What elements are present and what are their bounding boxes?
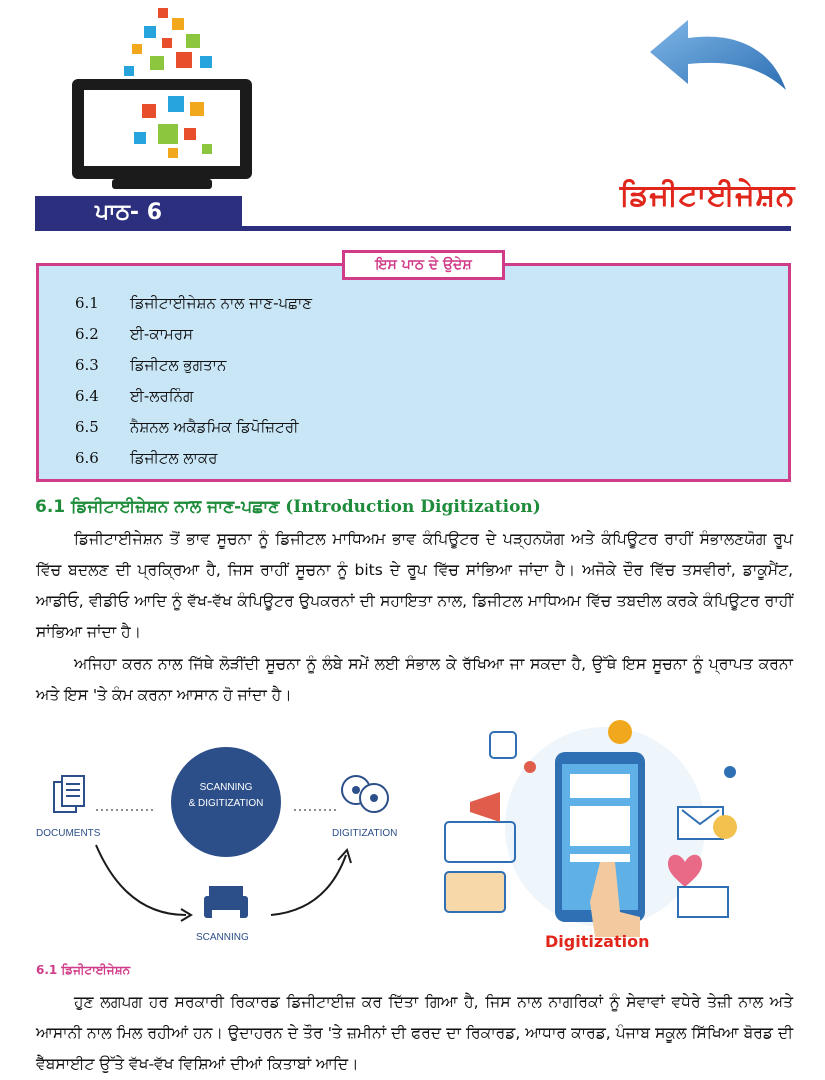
objective-item [75,381,193,411]
objective-item [75,288,312,318]
documents-label: DOCUMENTS [36,828,101,839]
center-label-line: SCANNING [199,782,253,793]
section-heading [35,497,541,517]
section-heading-punjabi: 6.1 ਡਿਜੀਟਾਈਜ਼ੇਸ਼ਨ ਨਾਲ ਜਾਣ-ਪਛਾਣ [35,497,280,517]
objective-item [75,412,299,442]
objective-text: ਡਿਜੀਟਾਈਜੇਸ਼ਨ ਨਾਲ ਜਾਣ-ਪਛਾਣ [130,294,313,312]
objective-item [75,350,226,380]
scanning-digitization-diagram [36,710,416,955]
digitization-caption: Digitization [545,932,650,951]
back-arrow-icon[interactable] [640,2,790,97]
objective-number: 6.1 [75,294,99,312]
paragraph: ਅਜਿਹਾ ਕਰਨ ਨਾਲ ਜਿੱਥੇ ਲੋੜੀਂਦੀ ਸੂਚਨਾ ਨੂੰ ਲੰਬੇ ਸਮੇਂ ਲਈ ਸੰਭਾਲ ਕੇ ਰੱਖਿਆ ਜਾ ਸਕਦਾ ਹੈ, ਉੱਥੇ ਇਸ ਸੂਚਨਾ ਨੂੰ ਪ੍ਰਾਪਤ ਕਰਨਾ ਅਤੇ ਇਸ 'ਤੇ ਕੰਮ ਕਰਨਾ ਆਸਾਨ ਹੋ ਜਾਂਦਾ ਹੈ। [36,655,793,704]
center-label-line: & DIGITIZATION [188,798,264,809]
objective-number: 6.3 [75,356,99,374]
objectives-heading: ਇਸ ਪਾਠ ਦੇ ਉਦੇਸ਼ [342,250,505,280]
scanning-label: SCANNING [196,932,249,943]
section-heading-english: (Introduction Digitization) [285,497,541,517]
chapter-title: ਡਿਜੀਟਾਈਜੇਸ਼ਨ [619,178,795,213]
objective-item [75,319,193,349]
paragraph: ਹੁਣ ਲਗਪਗ ਹਰ ਸਰਕਾਰੀ ਰਿਕਾਰਡ ਡਿਜੀਟਾਈਜ਼ ਕਰ ਦਿੱਤਾ ਗਿਆ ਹੈ, ਜਿਸ ਨਾਲ ਨਾਗਰਿਕਾਂ ਨੂੰ ਸੇਵਾਵਾਂ ਵਧੇਰੇ ਤੇਜ਼ੀ ਨਾਲ ਅਤੇ ਆਸਾਨੀ ਨਾਲ ਮਿਲ ਰਹੀਆਂ ਹਨ। ਉਦਾਹਰਨ ਦੇ ਤੌਰ 'ਤੇ ਜ਼ਮੀਨਾਂ ਦੀ ਫਰਦ ਦਾ ਰਿਕਾਰਡ, ਆਧਾਰ ਕਾਰਡ, ਪੰਜਾਬ ਸਕੂਲ ਸਿੱਖਿਆ ਬੋਰਡ ਦੀ ਵੈੱਬਸਾਈਟ ਉੱਤੇ ਵੱਖ-ਵੱਖ ਵਿਸ਼ਿਆਂ ਦੀਆਂ ਕਿਤਾਬਾਂ ਆਦਿ। [36,993,793,1073]
objective-number: 6.5 [75,418,99,436]
objective-text: ਡਿਜੀਟਲ ਲਾਕਰ [130,449,218,467]
objective-number: 6.4 [75,387,99,405]
objective-text: ਨੈਸ਼ਨਲ ਅਕੈਡਮਿਕ ਡਿਪੋਜ਼ਿਟਰੀ [130,418,299,436]
figure-caption: 6.1 ਡਿਜੀਟਾਈਜੇਸ਼ਨ [36,963,131,977]
objectives-box [36,263,791,482]
objective-text: ਈ-ਕਾਮਰਸ [130,325,194,343]
chapter-label: ਪਾਠ- 6 [95,200,163,225]
digitization-illustration [430,712,770,937]
digitization-label: DIGITIZATION [332,828,398,839]
objective-number: 6.6 [75,449,99,467]
paragraph: ਡਿਜੀਟਾਈਜੇਸ਼ਨ ਤੋਂ ਭਾਵ ਸੂਚਨਾ ਨੂੰ ਡਿਜੀਟਲ ਮਾਧਿਅਮ ਭਾਵ ਕੰਪਿਊਟਰ ਦੇ ਪੜ੍ਹਨਯੋਗ ਅਤੇ ਕੰਪਿਊਟਰ ਰਾਹੀਂ ਸੰਭਾਲਣਯੋਗ ਰੂਪ ਵਿੱਚ ਬਦਲਣ ਦੀ ਪ੍ਰਕ੍ਰਿਆ ਹੈ, ਜਿਸ ਰਾਹੀਂ ਸੂਚਨਾ ਨੂੰ bits ਦੇ ਰੂਪ ਵਿੱਚ ਸਾਂਭਿਆ ਜਾਂਦਾ ਹੈ। ਅਜੋਕੇ ਦੌਰ ਵਿੱਚ ਤਸਵੀਰਾਂ, ਡਾਕੂਮੈਂਟ, ਆਡੀਓ, ਵੀਡੀਓ ਆਦਿ ਨੂੰ ਵੱਖ-ਵੱਖ ਕੰਪਿਊਟਰ ਉਪਕਰਨਾਂ ਦੀ ਸਹਾਇਤਾ ਨਾਲ, ਡਿਜੀਟਲ ਮਾਧਿਅਮ ਵਿੱਚ ਤਬਦੀਲ ਕਰਕੇ ਕੰਪਿਊਟਰ ਰਾਹੀਂ ਸਾਂਭਿਆ ਜਾਂਦਾ ਹੈ। [36,530,793,641]
objective-number: 6.2 [75,325,99,343]
objective-text: ਈ-ਲਰਨਿੰਗ [130,387,194,405]
monitor-logo-icon [72,4,262,194]
objective-item [75,443,217,473]
objective-text: ਡਿਜੀਟਲ ਭੁਗਤਾਨ [130,356,227,374]
scanning-digitization-label [176,780,276,812]
